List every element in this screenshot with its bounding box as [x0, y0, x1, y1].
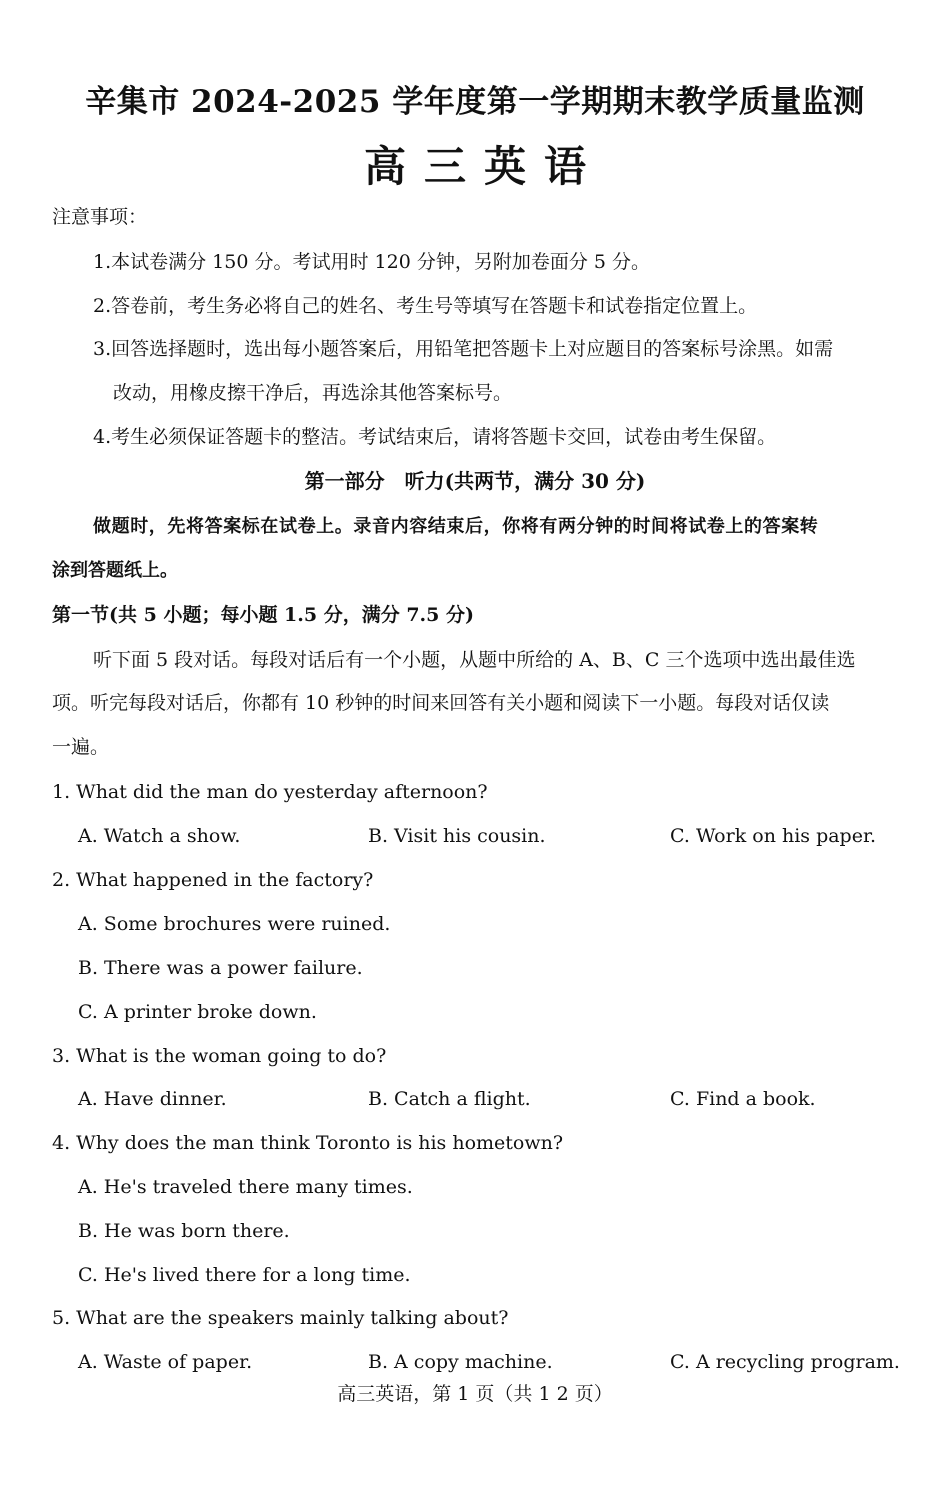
question-2-option-c: C. A printer broke down.	[78, 1001, 317, 1023]
question-1-option-a: A. Watch a show.	[78, 825, 241, 847]
note-item-3-continued: 改动，用橡皮擦干净后，再选涂其他答案标号。	[113, 382, 513, 404]
note-item-4: 4.考生必须保证答题卡的整洁。考试结束后，请将答题卡交回，试卷由考生保留。	[93, 426, 777, 448]
question-3-option-b: B. Catch a flight.	[368, 1088, 531, 1110]
part1-instruction-line-2: 涂到答题纸上。	[52, 560, 178, 581]
part1-heading: 第一部分 听力(共两节，满分 30 分)	[304, 469, 646, 493]
question-5-option-b: B. A copy machine.	[368, 1351, 553, 1373]
question-5-option-c: C. A recycling program.	[670, 1351, 900, 1373]
question-3-option-c: C. Find a book.	[670, 1088, 816, 1110]
part1-instruction-line-1: 做题时，先将答案标在试卷上。录音内容结束后，你将有两分钟的时间将试卷上的答案转	[93, 516, 819, 537]
note-item-3: 3.回答选择题时，选出每小题答案后，用铅笔把答题卡上对应题目的答案标号涂黑。如需	[93, 338, 834, 360]
note-item-1: 1.本试卷满分 150 分。考试用时 120 分钟，另附加卷面分 5 分。	[93, 251, 650, 273]
question-5-stem: 5. What are the speakers mainly talking about?	[52, 1307, 509, 1329]
question-4-option-c: C. He's lived there for a long time.	[78, 1264, 411, 1286]
page-footer: 高三英语，第 1 页（共 1 2 页）	[337, 1383, 613, 1405]
question-4-stem: 4. Why does the man think Toronto is his hometown?	[52, 1132, 564, 1154]
question-1-option-c: C. Work on his paper.	[670, 825, 877, 847]
question-3-stem: 3. What is the woman going to do?	[52, 1045, 387, 1067]
question-2-option-b: B. There was a power failure.	[78, 957, 363, 979]
question-2-stem: 2. What happened in the factory?	[52, 869, 374, 891]
subject-title: 高三英语	[363, 142, 604, 191]
question-1-option-b: B. Visit his cousin.	[368, 825, 546, 847]
question-3-option-a: A. Have dinner.	[78, 1088, 227, 1110]
section1-directions-line-2: 项。听完每段对话后，你都有 10 秒钟的时间来回答有关小题和阅读下一小题。每段对话仅读	[52, 692, 830, 714]
section1-directions-line-1: 听下面 5 段对话。每段对话后有一个小题，从题中所给的 A、B、C 三个选项中选出最佳选	[93, 649, 856, 671]
exam-title: 辛集市 2024-2025 学年度第一学期期末教学质量监测	[85, 84, 865, 120]
question-5-option-a: A. Waste of paper.	[78, 1351, 253, 1373]
question-2-option-a: A. Some brochures were ruined.	[78, 913, 391, 935]
section1-heading: 第一节(共 5 小题；每小题 1.5 分，满分 7.5 分)	[52, 604, 474, 626]
notes-heading: 注意事项：	[52, 206, 148, 228]
question-1-stem: 1. What did the man do yesterday afternoon?	[52, 781, 488, 803]
question-4-option-b: B. He was born there.	[78, 1220, 290, 1242]
note-item-2: 2.答卷前，考生务必将自己的姓名、考生号等填写在答题卡和试卷指定位置上。	[93, 295, 758, 317]
section1-directions-line-3: 一遍。	[52, 736, 110, 758]
question-4-option-a: A. He's traveled there many times.	[78, 1176, 413, 1198]
